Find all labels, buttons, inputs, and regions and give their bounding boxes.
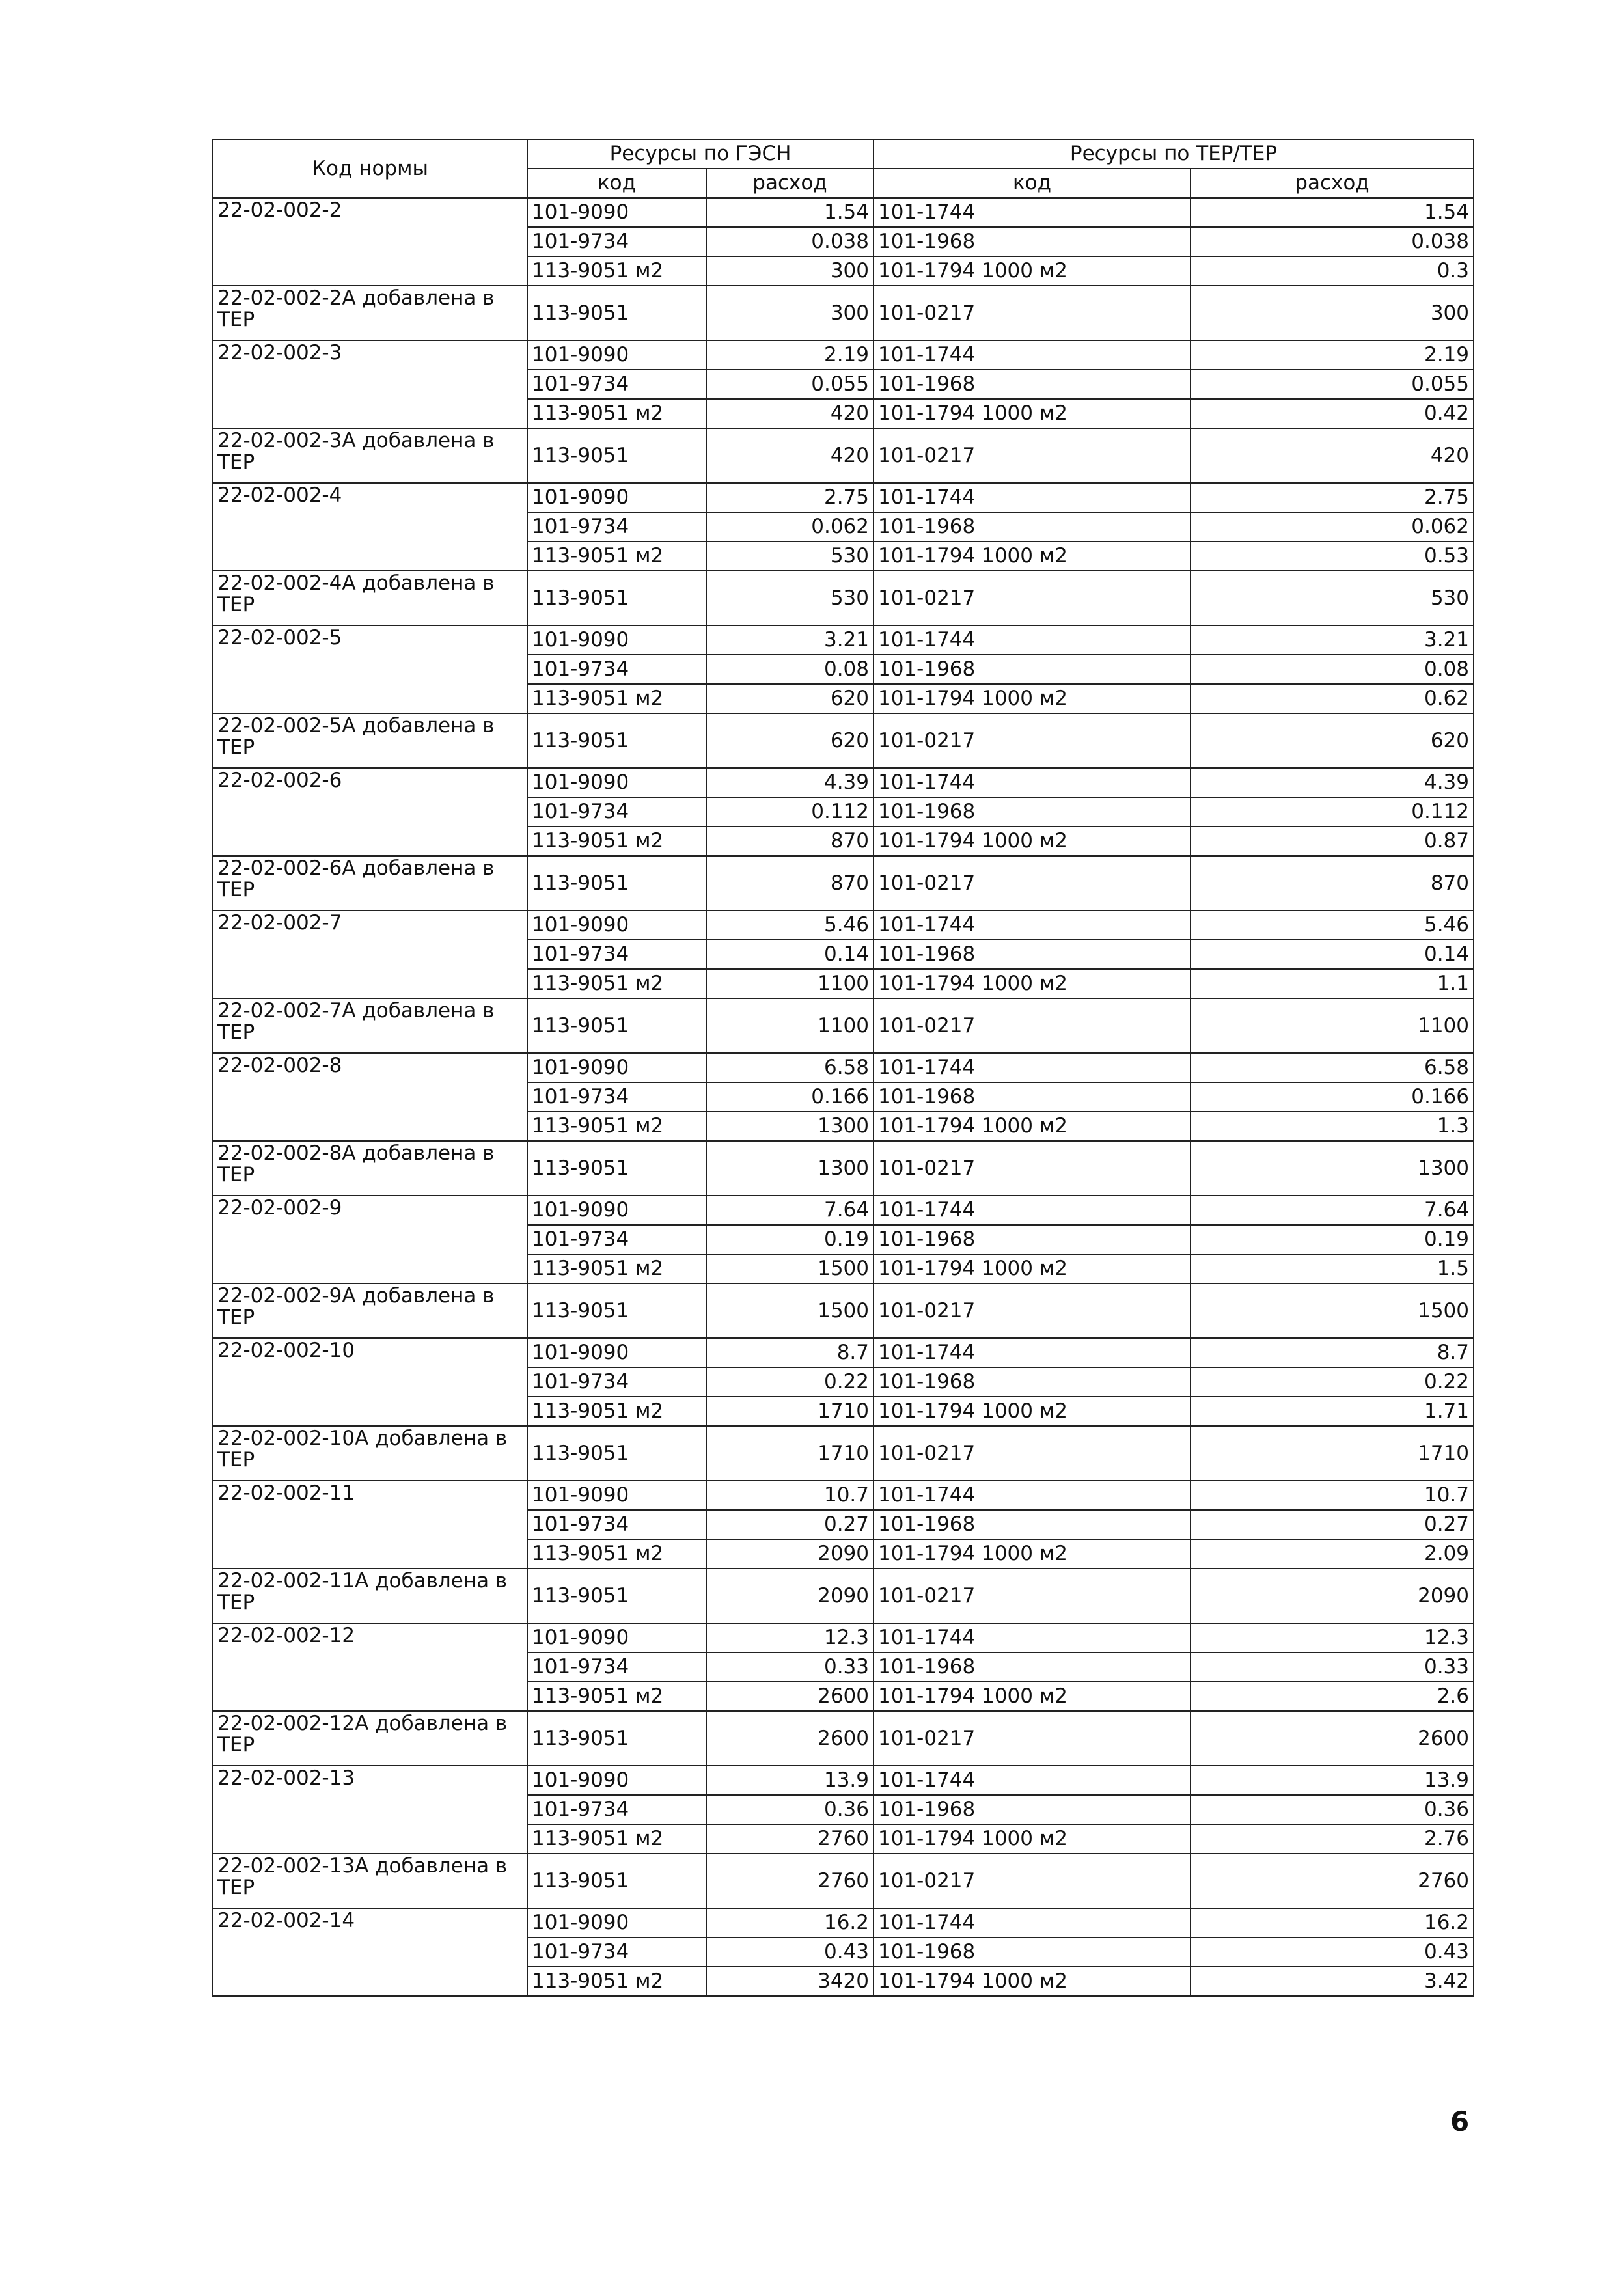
ter-consumption-cell: 620 bbox=[1190, 713, 1474, 768]
ter-code-cell: 101-1794 1000 м2 bbox=[874, 969, 1190, 998]
header-row-groups bbox=[213, 139, 1474, 169]
gesn-consumption-cell: 16.2 bbox=[706, 1908, 874, 1938]
gesn-consumption-cell: 10.7 bbox=[706, 1481, 874, 1510]
table-row bbox=[213, 428, 1474, 483]
gesn-consumption-cell: 1100 bbox=[706, 969, 874, 998]
gesn-consumption-cell: 6.58 bbox=[706, 1053, 874, 1082]
ter-consumption-cell: 1100 bbox=[1190, 998, 1474, 1053]
gesn-code-cell: 113-9051 bbox=[527, 1569, 706, 1623]
gesn-consumption-cell: 0.062 bbox=[706, 512, 874, 541]
ter-consumption-cell: 2.76 bbox=[1190, 1824, 1474, 1854]
gesn-code-cell: 113-9051 bbox=[527, 998, 706, 1053]
ter-code-cell: 101-1744 bbox=[874, 1623, 1190, 1652]
gesn-code-cell: 113-9051 bbox=[527, 1711, 706, 1766]
ter-consumption-cell: 0.08 bbox=[1190, 655, 1474, 684]
ter-code-cell: 101-1794 1000 м2 bbox=[874, 399, 1190, 428]
gesn-code-cell: 113-9051 м2 bbox=[527, 1539, 706, 1569]
gesn-consumption-cell: 870 bbox=[706, 856, 874, 911]
ter-code-cell: 101-1968 bbox=[874, 940, 1190, 969]
ter-code-cell: 101-1794 1000 м2 bbox=[874, 1682, 1190, 1711]
ter-consumption-cell: 0.19 bbox=[1190, 1225, 1474, 1254]
ter-code-cell: 101-0217 bbox=[874, 1141, 1190, 1196]
gesn-consumption-cell: 1710 bbox=[706, 1426, 874, 1481]
gesn-code-cell: 113-9051 м2 bbox=[527, 1967, 706, 1996]
ter-code-cell: 101-1744 bbox=[874, 1053, 1190, 1082]
ter-code-cell: 101-1744 bbox=[874, 768, 1190, 797]
table-row bbox=[213, 1426, 1474, 1481]
norm-code-cell: 22-02-002-5А добавлена в ТЕР bbox=[213, 713, 527, 768]
gesn-consumption-cell: 3420 bbox=[706, 1967, 874, 1996]
table-row bbox=[213, 1623, 1474, 1652]
gesn-consumption-cell: 0.112 bbox=[706, 797, 874, 827]
ter-code-cell: 101-1794 1000 м2 bbox=[874, 1112, 1190, 1141]
table-row bbox=[213, 483, 1474, 512]
table-row bbox=[213, 856, 1474, 911]
gesn-consumption-cell: 870 bbox=[706, 827, 874, 856]
gesn-consumption-cell: 1300 bbox=[706, 1112, 874, 1141]
ter-code-cell: 101-1968 bbox=[874, 1082, 1190, 1112]
gesn-group-header: Ресурсы по ГЭСН bbox=[527, 139, 874, 169]
gesn-code-cell: 101-9734 bbox=[527, 1795, 706, 1824]
ter-code-cell: 101-1968 bbox=[874, 1225, 1190, 1254]
norm-code-cell: 22-02-002-11 bbox=[213, 1481, 527, 1569]
gesn-code-cell: 113-9051 bbox=[527, 286, 706, 340]
gesn-code-cell: 101-9734 bbox=[527, 940, 706, 969]
ter-code-cell: 101-0217 bbox=[874, 286, 1190, 340]
norm-code-cell: 22-02-002-8А добавлена в ТЕР bbox=[213, 1141, 527, 1196]
gesn-code-cell: 101-9090 bbox=[527, 483, 706, 512]
ter-consumption-cell: 13.9 bbox=[1190, 1766, 1474, 1795]
gesn-consumption-cell: 8.7 bbox=[706, 1338, 874, 1367]
gesn-code-cell: 113-9051 м2 bbox=[527, 399, 706, 428]
gesn-code-cell: 113-9051 м2 bbox=[527, 1254, 706, 1283]
gesn-code-cell: 101-9734 bbox=[527, 1225, 706, 1254]
gesn-consumption-cell: 5.46 bbox=[706, 911, 874, 940]
ter-code-cell: 101-1744 bbox=[874, 198, 1190, 227]
norm-code-cell: 22-02-002-7А добавлена в ТЕР bbox=[213, 998, 527, 1053]
gesn-code-cell: 113-9051 м2 bbox=[527, 1397, 706, 1426]
gesn-code-cell: 101-9090 bbox=[527, 1908, 706, 1938]
ter-code-cell: 101-1968 bbox=[874, 797, 1190, 827]
gesn-code-cell: 101-9090 bbox=[527, 1766, 706, 1795]
resource-table bbox=[212, 139, 1474, 1997]
gesn-consumption-cell: 420 bbox=[706, 399, 874, 428]
table-row bbox=[213, 1711, 1474, 1766]
ter-code-cell: 101-1968 bbox=[874, 512, 1190, 541]
norm-code-cell: 22-02-002-6А добавлена в ТЕР bbox=[213, 856, 527, 911]
ter-code-cell: 101-1744 bbox=[874, 1481, 1190, 1510]
ter-consumption-cell: 0.42 bbox=[1190, 399, 1474, 428]
table-row bbox=[213, 1854, 1474, 1908]
gesn-code-cell: 101-9090 bbox=[527, 911, 706, 940]
gesn-code-cell: 113-9051 bbox=[527, 713, 706, 768]
table-row bbox=[213, 1908, 1474, 1938]
norm-code-cell: 22-02-002-5 bbox=[213, 625, 527, 713]
gesn-code-cell: 101-9090 bbox=[527, 1338, 706, 1367]
ter-code-cell: 101-1794 1000 м2 bbox=[874, 827, 1190, 856]
gesn-consumption-cell: 1500 bbox=[706, 1283, 874, 1338]
ter-consumption-cell: 12.3 bbox=[1190, 1623, 1474, 1652]
gesn-consumption-cell: 1710 bbox=[706, 1397, 874, 1426]
gesn-code-cell: 113-9051 bbox=[527, 1854, 706, 1908]
ter-consumption-cell: 0.062 bbox=[1190, 512, 1474, 541]
gesn-consumption-cell: 530 bbox=[706, 571, 874, 625]
ter-consumption-cell: 10.7 bbox=[1190, 1481, 1474, 1510]
norm-code-cell: 22-02-002-6 bbox=[213, 768, 527, 856]
gesn-consumption-cell: 2760 bbox=[706, 1854, 874, 1908]
ter-consumption-cell: 870 bbox=[1190, 856, 1474, 911]
ter-consumption-cell: 8.7 bbox=[1190, 1338, 1474, 1367]
ter-code-cell: 101-1968 bbox=[874, 227, 1190, 256]
ter-consumption-cell: 0.87 bbox=[1190, 827, 1474, 856]
gesn-consumption-cell: 0.19 bbox=[706, 1225, 874, 1254]
ter-code-cell: 101-1794 1000 м2 bbox=[874, 1397, 1190, 1426]
ter-consumption-cell: 1.1 bbox=[1190, 969, 1474, 998]
gesn-code-cell: 101-9090 bbox=[527, 625, 706, 655]
gesn-code-cell: 113-9051 bbox=[527, 1426, 706, 1481]
table-row bbox=[213, 1481, 1474, 1510]
gesn-code-cell: 113-9051 м2 bbox=[527, 684, 706, 713]
norm-code-cell: 22-02-002-11А добавлена в ТЕР bbox=[213, 1569, 527, 1623]
ter-consumption-cell: 1.71 bbox=[1190, 1397, 1474, 1426]
norm-code-cell: 22-02-002-10 bbox=[213, 1338, 527, 1426]
ter-code-header: код bbox=[874, 169, 1190, 198]
ter-code-cell: 101-1744 bbox=[874, 340, 1190, 370]
ter-code-cell: 101-0217 bbox=[874, 428, 1190, 483]
ter-code-cell: 101-0217 bbox=[874, 1569, 1190, 1623]
gesn-code-cell: 113-9051 м2 bbox=[527, 256, 706, 286]
table-row bbox=[213, 1569, 1474, 1623]
gesn-code-cell: 101-9090 bbox=[527, 1053, 706, 1082]
gesn-code-cell: 113-9051 bbox=[527, 571, 706, 625]
ter-code-cell: 101-0217 bbox=[874, 1283, 1190, 1338]
gesn-code-cell: 101-9734 bbox=[527, 1510, 706, 1539]
gesn-consumption-cell: 300 bbox=[706, 256, 874, 286]
norm-code-header: Код нормы bbox=[213, 139, 527, 198]
ter-consumption-cell: 300 bbox=[1190, 286, 1474, 340]
gesn-consumption-cell: 0.14 bbox=[706, 940, 874, 969]
gesn-code-cell: 101-9734 bbox=[527, 1652, 706, 1682]
ter-code-cell: 101-1968 bbox=[874, 1795, 1190, 1824]
gesn-consumption-header: расход bbox=[706, 169, 874, 198]
gesn-code-cell: 101-9734 bbox=[527, 227, 706, 256]
ter-code-cell: 101-1794 1000 м2 bbox=[874, 1967, 1190, 1996]
gesn-code-cell: 101-9090 bbox=[527, 1481, 706, 1510]
ter-consumption-cell: 2.19 bbox=[1190, 340, 1474, 370]
ter-consumption-cell: 0.62 bbox=[1190, 684, 1474, 713]
gesn-consumption-cell: 4.39 bbox=[706, 768, 874, 797]
ter-code-cell: 101-1744 bbox=[874, 1338, 1190, 1367]
ter-consumption-cell: 3.21 bbox=[1190, 625, 1474, 655]
gesn-code-cell: 101-9090 bbox=[527, 1196, 706, 1225]
gesn-code-cell: 101-9734 bbox=[527, 370, 706, 399]
ter-code-cell: 101-1794 1000 м2 bbox=[874, 1254, 1190, 1283]
ter-code-cell: 101-1744 bbox=[874, 1196, 1190, 1225]
table-row bbox=[213, 1283, 1474, 1338]
ter-consumption-cell: 2760 bbox=[1190, 1854, 1474, 1908]
gesn-code-cell: 113-9051 bbox=[527, 1141, 706, 1196]
gesn-consumption-cell: 300 bbox=[706, 286, 874, 340]
gesn-consumption-cell: 1.54 bbox=[706, 198, 874, 227]
ter-consumption-cell: 3.42 bbox=[1190, 1967, 1474, 1996]
ter-consumption-cell: 1300 bbox=[1190, 1141, 1474, 1196]
norm-code-cell: 22-02-002-8 bbox=[213, 1053, 527, 1141]
norm-code-cell: 22-02-002-2А добавлена в ТЕР bbox=[213, 286, 527, 340]
ter-consumption-cell: 0.3 bbox=[1190, 256, 1474, 286]
gesn-code-header: код bbox=[527, 169, 706, 198]
ter-consumption-cell: 1.3 bbox=[1190, 1112, 1474, 1141]
ter-consumption-cell: 1710 bbox=[1190, 1426, 1474, 1481]
norm-code-cell: 22-02-002-10А добавлена в ТЕР bbox=[213, 1426, 527, 1481]
norm-code-cell: 22-02-002-13 bbox=[213, 1766, 527, 1854]
ter-code-cell: 101-0217 bbox=[874, 1711, 1190, 1766]
ter-consumption-cell: 2090 bbox=[1190, 1569, 1474, 1623]
ter-consumption-cell: 0.055 bbox=[1190, 370, 1474, 399]
ter-code-cell: 101-1744 bbox=[874, 1908, 1190, 1938]
table-row bbox=[213, 625, 1474, 655]
norm-code-cell: 22-02-002-3А добавлена в ТЕР bbox=[213, 428, 527, 483]
ter-consumption-cell: 530 bbox=[1190, 571, 1474, 625]
gesn-consumption-cell: 13.9 bbox=[706, 1766, 874, 1795]
gesn-consumption-cell: 0.22 bbox=[706, 1367, 874, 1397]
ter-code-cell: 101-1744 bbox=[874, 625, 1190, 655]
gesn-consumption-cell: 1300 bbox=[706, 1141, 874, 1196]
ter-consumption-cell: 4.39 bbox=[1190, 768, 1474, 797]
gesn-consumption-cell: 1500 bbox=[706, 1254, 874, 1283]
ter-code-cell: 101-1968 bbox=[874, 1652, 1190, 1682]
table-row bbox=[213, 1196, 1474, 1225]
table-row bbox=[213, 571, 1474, 625]
ter-consumption-cell: 0.22 bbox=[1190, 1367, 1474, 1397]
ter-code-cell: 101-1968 bbox=[874, 370, 1190, 399]
gesn-code-cell: 113-9051 м2 bbox=[527, 969, 706, 998]
gesn-code-cell: 113-9051 bbox=[527, 856, 706, 911]
gesn-consumption-cell: 0.055 bbox=[706, 370, 874, 399]
norm-code-cell: 22-02-002-3 bbox=[213, 340, 527, 428]
ter-consumption-cell: 2600 bbox=[1190, 1711, 1474, 1766]
gesn-consumption-cell: 1100 bbox=[706, 998, 874, 1053]
ter-code-cell: 101-0217 bbox=[874, 1426, 1190, 1481]
ter-consumption-cell: 0.36 bbox=[1190, 1795, 1474, 1824]
norm-code-cell: 22-02-002-4А добавлена в ТЕР bbox=[213, 571, 527, 625]
gesn-code-cell: 113-9051 м2 bbox=[527, 1824, 706, 1854]
table-row bbox=[213, 911, 1474, 940]
gesn-code-cell: 101-9734 bbox=[527, 1367, 706, 1397]
ter-code-cell: 101-1794 1000 м2 bbox=[874, 1539, 1190, 1569]
gesn-consumption-cell: 0.36 bbox=[706, 1795, 874, 1824]
ter-consumption-cell: 0.27 bbox=[1190, 1510, 1474, 1539]
norm-code-cell: 22-02-002-9 bbox=[213, 1196, 527, 1283]
ter-code-cell: 101-1794 1000 м2 bbox=[874, 684, 1190, 713]
gesn-code-cell: 113-9051 м2 bbox=[527, 541, 706, 571]
ter-code-cell: 101-0217 bbox=[874, 713, 1190, 768]
gesn-consumption-cell: 0.27 bbox=[706, 1510, 874, 1539]
table-row bbox=[213, 198, 1474, 227]
ter-consumption-cell: 0.43 bbox=[1190, 1938, 1474, 1967]
gesn-consumption-cell: 0.038 bbox=[706, 227, 874, 256]
gesn-consumption-cell: 620 bbox=[706, 684, 874, 713]
ter-consumption-cell: 420 bbox=[1190, 428, 1474, 483]
gesn-consumption-cell: 12.3 bbox=[706, 1623, 874, 1652]
ter-code-cell: 101-1968 bbox=[874, 1367, 1190, 1397]
ter-consumption-cell: 0.53 bbox=[1190, 541, 1474, 571]
ter-consumption-cell: 5.46 bbox=[1190, 911, 1474, 940]
ter-code-cell: 101-1744 bbox=[874, 1766, 1190, 1795]
gesn-code-cell: 101-9734 bbox=[527, 1938, 706, 1967]
gesn-code-cell: 101-9090 bbox=[527, 340, 706, 370]
table-row bbox=[213, 998, 1474, 1053]
table-row bbox=[213, 768, 1474, 797]
gesn-consumption-cell: 2090 bbox=[706, 1569, 874, 1623]
ter-consumption-cell: 0.038 bbox=[1190, 227, 1474, 256]
gesn-code-cell: 101-9734 bbox=[527, 1082, 706, 1112]
gesn-code-cell: 101-9090 bbox=[527, 198, 706, 227]
norm-code-cell: 22-02-002-12 bbox=[213, 1623, 527, 1711]
ter-code-cell: 101-1968 bbox=[874, 1938, 1190, 1967]
norm-code-cell: 22-02-002-12А добавлена в ТЕР bbox=[213, 1711, 527, 1766]
norm-code-cell: 22-02-002-2 bbox=[213, 198, 527, 286]
ter-consumption-cell: 16.2 bbox=[1190, 1908, 1474, 1938]
ter-consumption-cell: 1.5 bbox=[1190, 1254, 1474, 1283]
norm-code-cell: 22-02-002-13А добавлена в ТЕР bbox=[213, 1854, 527, 1908]
ter-code-cell: 101-1744 bbox=[874, 911, 1190, 940]
gesn-consumption-cell: 620 bbox=[706, 713, 874, 768]
ter-consumption-header: расход bbox=[1190, 169, 1474, 198]
table-row bbox=[213, 713, 1474, 768]
ter-code-cell: 101-0217 bbox=[874, 571, 1190, 625]
table-row bbox=[213, 1766, 1474, 1795]
ter-consumption-cell: 1.54 bbox=[1190, 198, 1474, 227]
gesn-consumption-cell: 2.75 bbox=[706, 483, 874, 512]
gesn-consumption-cell: 7.64 bbox=[706, 1196, 874, 1225]
gesn-consumption-cell: 0.43 bbox=[706, 1938, 874, 1967]
table-header bbox=[213, 139, 1474, 198]
gesn-code-cell: 113-9051 bbox=[527, 428, 706, 483]
ter-consumption-cell: 1500 bbox=[1190, 1283, 1474, 1338]
norm-code-cell: 22-02-002-7 bbox=[213, 911, 527, 998]
gesn-code-cell: 101-9734 bbox=[527, 797, 706, 827]
ter-consumption-cell: 0.14 bbox=[1190, 940, 1474, 969]
gesn-code-cell: 101-9734 bbox=[527, 512, 706, 541]
gesn-code-cell: 113-9051 bbox=[527, 1283, 706, 1338]
gesn-consumption-cell: 530 bbox=[706, 541, 874, 571]
gesn-consumption-cell: 2090 bbox=[706, 1539, 874, 1569]
ter-consumption-cell: 0.112 bbox=[1190, 797, 1474, 827]
gesn-consumption-cell: 0.166 bbox=[706, 1082, 874, 1112]
ter-group-header: Ресурсы по ТЕР/ТЕР bbox=[874, 139, 1474, 169]
table-row bbox=[213, 1338, 1474, 1367]
norm-code-cell: 22-02-002-14 bbox=[213, 1908, 527, 1996]
ter-consumption-cell: 2.6 bbox=[1190, 1682, 1474, 1711]
ter-code-cell: 101-1794 1000 м2 bbox=[874, 541, 1190, 571]
gesn-code-cell: 113-9051 м2 bbox=[527, 1112, 706, 1141]
gesn-code-cell: 101-9090 bbox=[527, 768, 706, 797]
page-number: 6 bbox=[1450, 2105, 1470, 2137]
gesn-consumption-cell: 0.08 bbox=[706, 655, 874, 684]
gesn-code-cell: 113-9051 м2 bbox=[527, 1682, 706, 1711]
ter-consumption-cell: 2.75 bbox=[1190, 483, 1474, 512]
table-row bbox=[213, 1141, 1474, 1196]
ter-consumption-cell: 6.58 bbox=[1190, 1053, 1474, 1082]
gesn-consumption-cell: 2600 bbox=[706, 1682, 874, 1711]
gesn-code-cell: 113-9051 м2 bbox=[527, 827, 706, 856]
ter-consumption-cell: 2.09 bbox=[1190, 1539, 1474, 1569]
table-row bbox=[213, 286, 1474, 340]
gesn-code-cell: 101-9734 bbox=[527, 655, 706, 684]
ter-code-cell: 101-1968 bbox=[874, 1510, 1190, 1539]
ter-code-cell: 101-0217 bbox=[874, 1854, 1190, 1908]
gesn-consumption-cell: 420 bbox=[706, 428, 874, 483]
gesn-consumption-cell: 2600 bbox=[706, 1711, 874, 1766]
ter-consumption-cell: 0.33 bbox=[1190, 1652, 1474, 1682]
gesn-code-cell: 101-9090 bbox=[527, 1623, 706, 1652]
ter-consumption-cell: 7.64 bbox=[1190, 1196, 1474, 1225]
ter-code-cell: 101-1968 bbox=[874, 655, 1190, 684]
gesn-consumption-cell: 2760 bbox=[706, 1824, 874, 1854]
gesn-consumption-cell: 0.33 bbox=[706, 1652, 874, 1682]
ter-code-cell: 101-1744 bbox=[874, 483, 1190, 512]
gesn-consumption-cell: 2.19 bbox=[706, 340, 874, 370]
ter-consumption-cell: 0.166 bbox=[1190, 1082, 1474, 1112]
ter-code-cell: 101-1794 1000 м2 bbox=[874, 256, 1190, 286]
ter-code-cell: 101-0217 bbox=[874, 856, 1190, 911]
ter-code-cell: 101-1794 1000 м2 bbox=[874, 1824, 1190, 1854]
ter-code-cell: 101-0217 bbox=[874, 998, 1190, 1053]
table-row bbox=[213, 340, 1474, 370]
gesn-consumption-cell: 3.21 bbox=[706, 625, 874, 655]
norm-code-cell: 22-02-002-9А добавлена в ТЕР bbox=[213, 1283, 527, 1338]
norm-code-cell: 22-02-002-4 bbox=[213, 483, 527, 571]
table-body bbox=[213, 198, 1474, 1996]
table-row bbox=[213, 1053, 1474, 1082]
